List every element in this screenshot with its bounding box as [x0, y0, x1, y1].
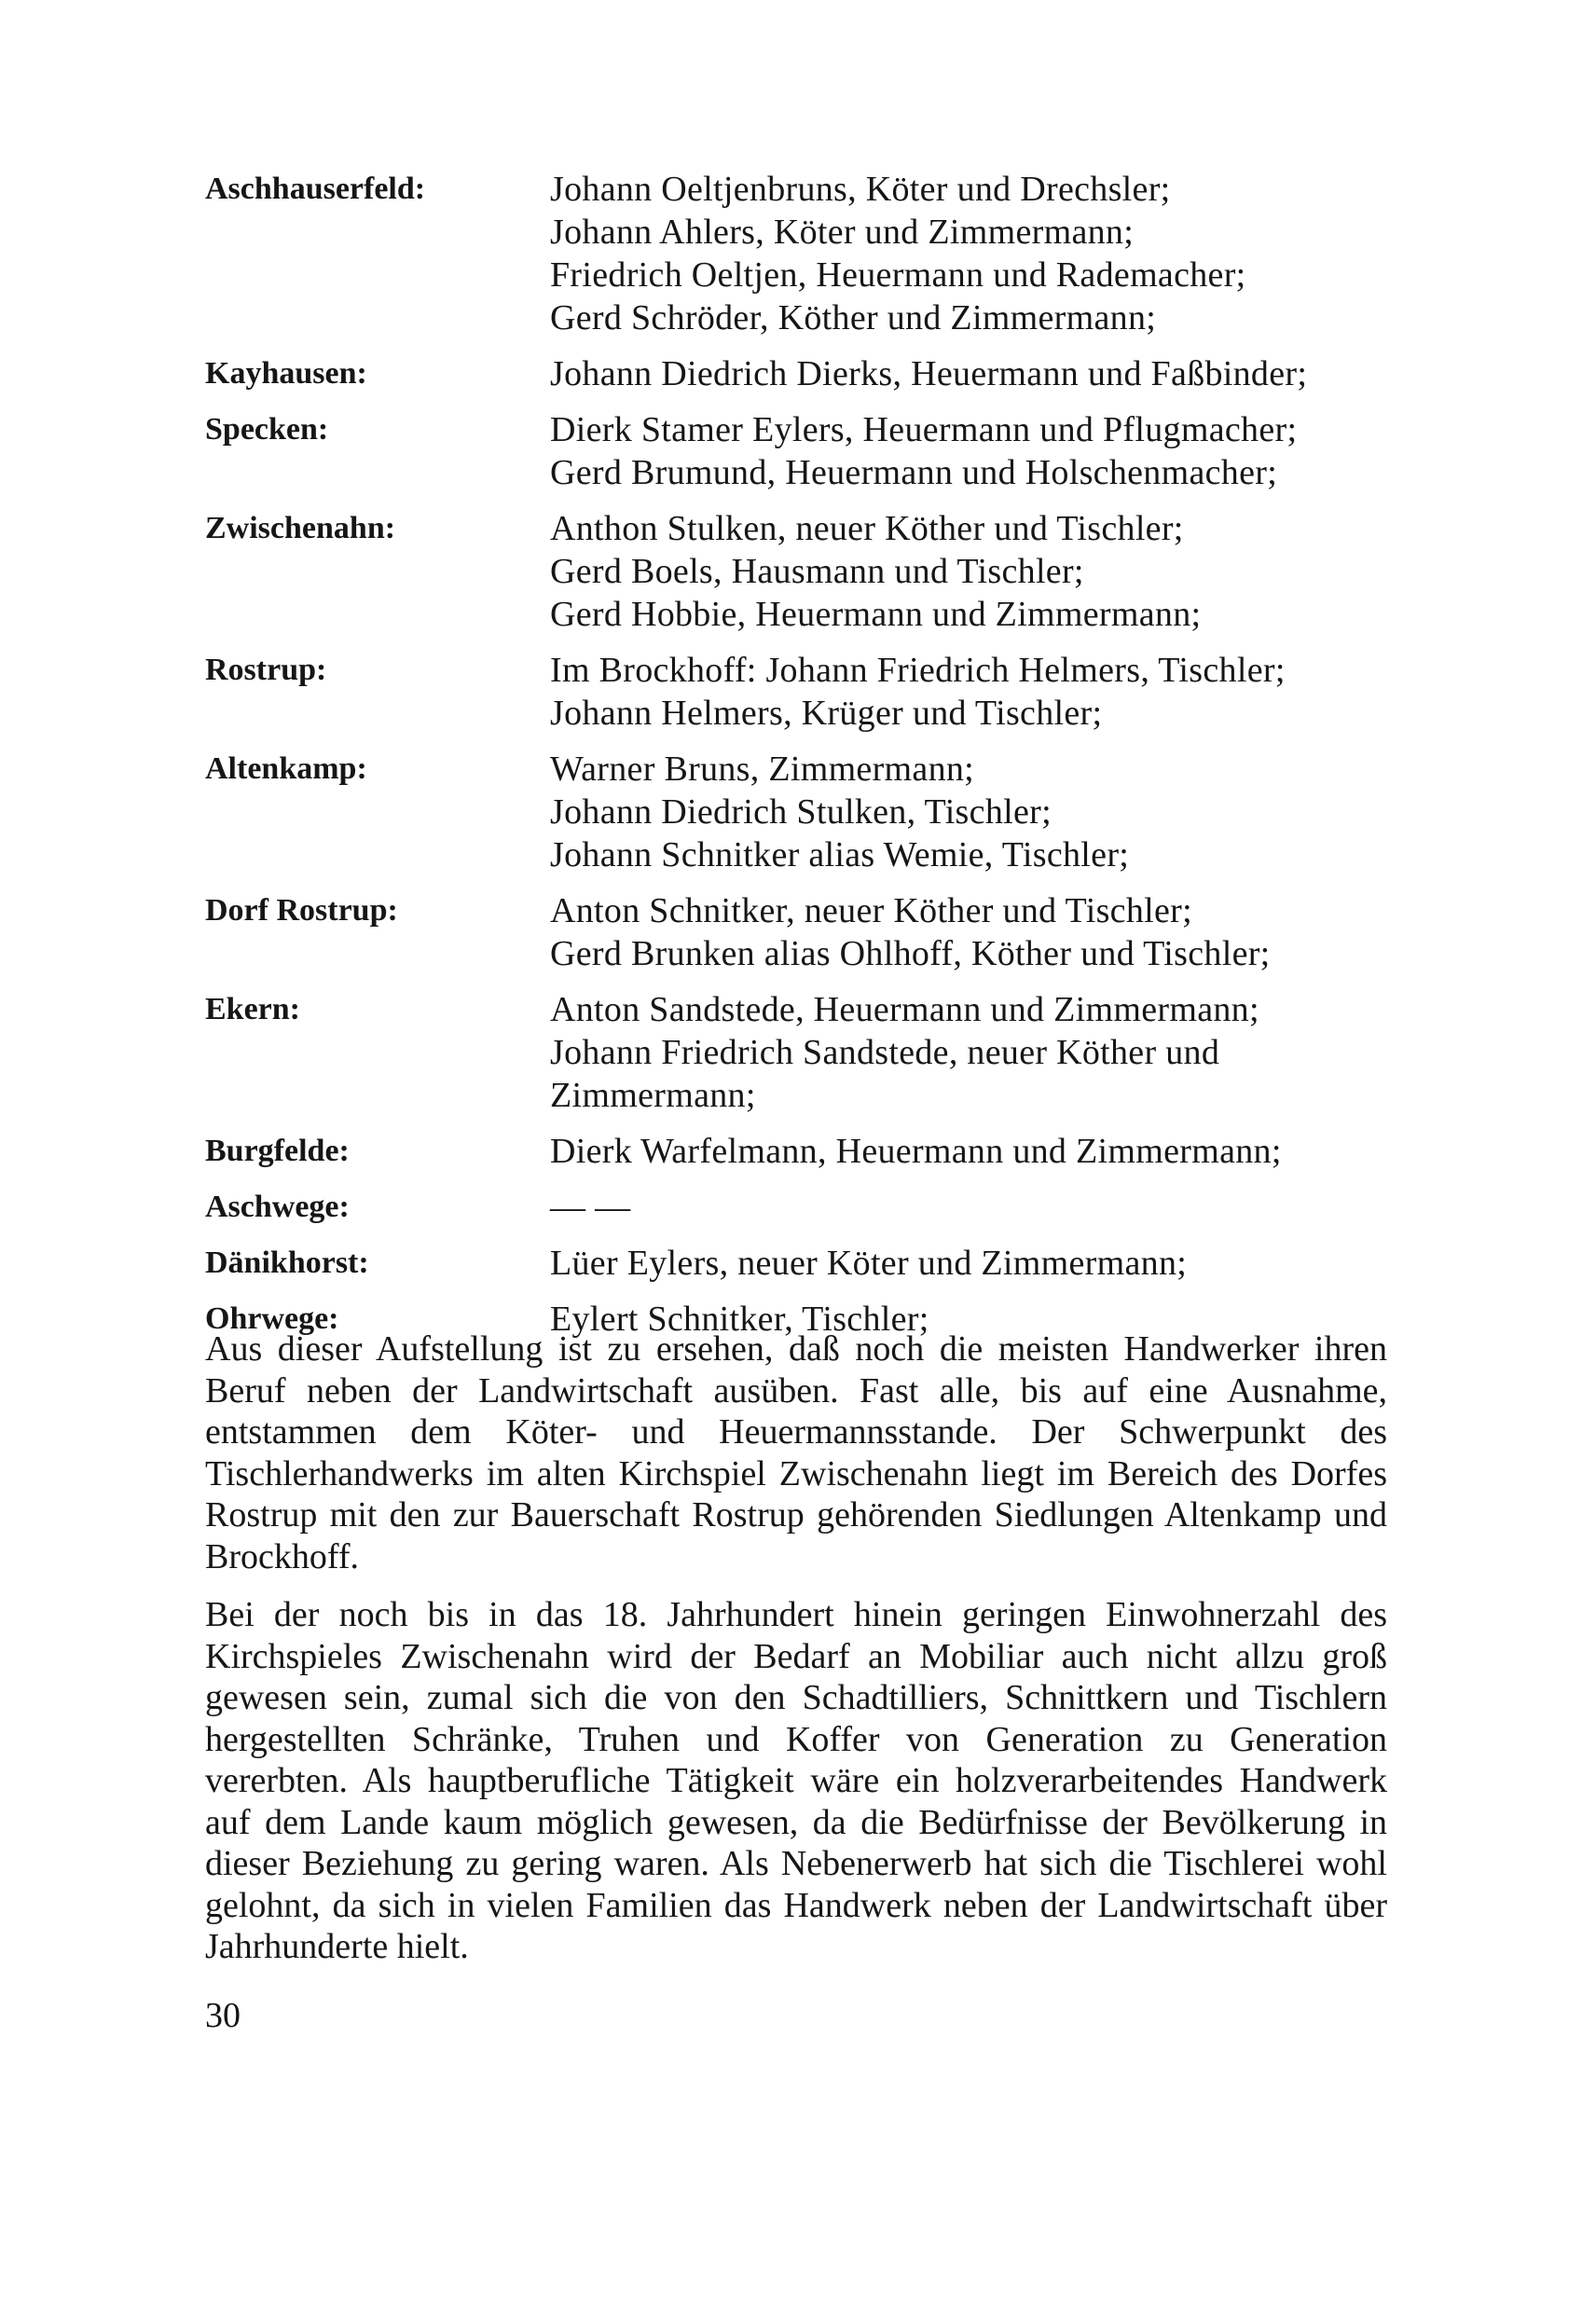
person-entry: Johann Diedrich Stulken, Tischler; [550, 792, 1052, 832]
person-entry: Gerd Boels, Hausmann und Tischler; [550, 552, 1084, 591]
place-name: Ohrwege: [205, 1301, 339, 1336]
listing-entry [205, 352, 1408, 395]
person-entry: Dierk Warfelmann, Heuermann und Zimmermann; [550, 1132, 1282, 1171]
person-entry: Im Brockhoff: Johann Friedrich Helmers, Tischler; [550, 651, 1286, 690]
page-number: 30 [205, 1996, 241, 2035]
person-list [550, 889, 1408, 975]
craftsmen-listing [205, 168, 1408, 1354]
person-list [550, 507, 1408, 636]
place-name: Rostrup: [205, 653, 327, 687]
person-entry: Zimmermann; [550, 1076, 756, 1115]
person-list [550, 1186, 1408, 1229]
place-name: Altenkamp: [205, 751, 367, 786]
person-entry: Lüer Eylers, neuer Köter und Zimmermann; [550, 1244, 1188, 1283]
person-entry: Johann Schnitker alias Wemie, Tischler; [550, 835, 1130, 874]
person-entry: Johann Diedrich Dierks, Heuermann und Faßbinder; [550, 354, 1308, 393]
listing-entry [205, 889, 1408, 975]
person-list [550, 748, 1408, 876]
listing-entry [205, 507, 1408, 636]
person-list [550, 1242, 1408, 1285]
place-name: Zwischenahn: [205, 511, 396, 545]
person-entry: Gerd Schröder, Köther und Zimmermann; [550, 298, 1157, 337]
person-entry: Gerd Brunken alias Ohlhoff, Köther und Tischler; [550, 934, 1271, 973]
place-name: Ekern: [205, 992, 300, 1026]
person-list [550, 1130, 1408, 1173]
paragraph: Bei der noch bis in das 18. Jahrhundert hinein geringen Einwohnerzahl des Kirchspieles Zwischenahn wird der Bedarf an Mobiliar auch nicht allzu groß gewesen sein, zumal sich die von den Schadtilliers, Schnittkern und Tischlern hergestellten Schränke, Truhen und Koffer von Generation zu Generation vererbten. Als hauptberufliche Tätigkeit wäre ein holzverarbeitendes Handwerk auf dem Lande kaum möglich gewesen, da die Bedürfnisse der Bevölkerung in dieser Beziehung zu gering waren. Als Nebenerwerb hat sich die Tischlerei wohl gelohnt, da sich in vielen Familien das Handwerk neben der Landwirtschaft über Jahrhunderte hielt. [205, 1595, 1387, 1966]
person-list [550, 988, 1408, 1117]
place-name: Kayhausen: [205, 356, 367, 391]
person-entry: Anthon Stulken, neuer Köther und Tischler; [550, 509, 1184, 548]
person-entry: Anton Sandstede, Heuermann und Zimmermann; [550, 990, 1259, 1029]
place-name: Dorf Rostrup: [205, 893, 398, 928]
paragraph: Aus dieser Aufstellung ist zu ersehen, daß noch die meisten Handwerker ihren Beruf neben der Landwirtschaft ausüben. Fast alle, bis auf eine Ausnahme, entstammen dem Köter- und Heuermannsstande. Der Schwerpunkt des Tischlerhandwerks im alten Kirchspiel Zwischenahn liegt im Bereich des Dorfes Rostrup mit den zur Bauerschaft Rostrup gehörenden Siedlungen Altenkamp und Brockhoff. [205, 1329, 1387, 1576]
person-entry: Gerd Hobbie, Heuermann und Zimmermann; [550, 595, 1202, 634]
place-name: Burgfelde: [205, 1134, 350, 1168]
listing-entry [205, 408, 1408, 494]
listing-entry [205, 748, 1408, 876]
person-entry: Johann Ahlers, Köter und Zimmermann; [550, 213, 1135, 252]
listing-entry [205, 649, 1408, 735]
listing-entry [205, 1130, 1408, 1173]
person-entry: Warner Bruns, Zimmermann; [550, 750, 975, 789]
person-entry: Friedrich Oeltjen, Heuermann und Rademacher; [550, 255, 1246, 295]
person-list [550, 408, 1408, 494]
place-name: Dänikhorst: [205, 1245, 369, 1280]
listing-entry [205, 988, 1408, 1117]
person-entry: Dierk Stamer Eylers, Heuermann und Pflugmacher; [550, 410, 1298, 449]
place-name: Aschwege: [205, 1190, 350, 1224]
listing-entry [205, 1186, 1408, 1229]
person-list [550, 352, 1408, 395]
listing-entry [205, 168, 1408, 339]
person-list [550, 168, 1408, 339]
person-entry: Johann Helmers, Krüger und Tischler; [550, 694, 1103, 733]
person-entry: Johann Oeltjenbruns, Köter und Drechsler; [550, 170, 1171, 209]
person-list [550, 649, 1408, 735]
listing-entry [205, 1242, 1408, 1285]
person-entry: Johann Friedrich Sandstede, neuer Köther und [550, 1033, 1220, 1072]
person-entry: — — [550, 1188, 631, 1227]
person-entry: Eylert Schnitker, Tischler; [550, 1300, 929, 1339]
body-text [205, 1328, 1387, 1985]
place-name: Aschhauserfeld: [205, 172, 426, 206]
person-entry: Anton Schnitker, neuer Köther und Tischler; [550, 891, 1192, 930]
person-entry: Gerd Brumund, Heuermann und Holschenmacher; [550, 453, 1278, 492]
place-name: Specken: [205, 412, 329, 447]
